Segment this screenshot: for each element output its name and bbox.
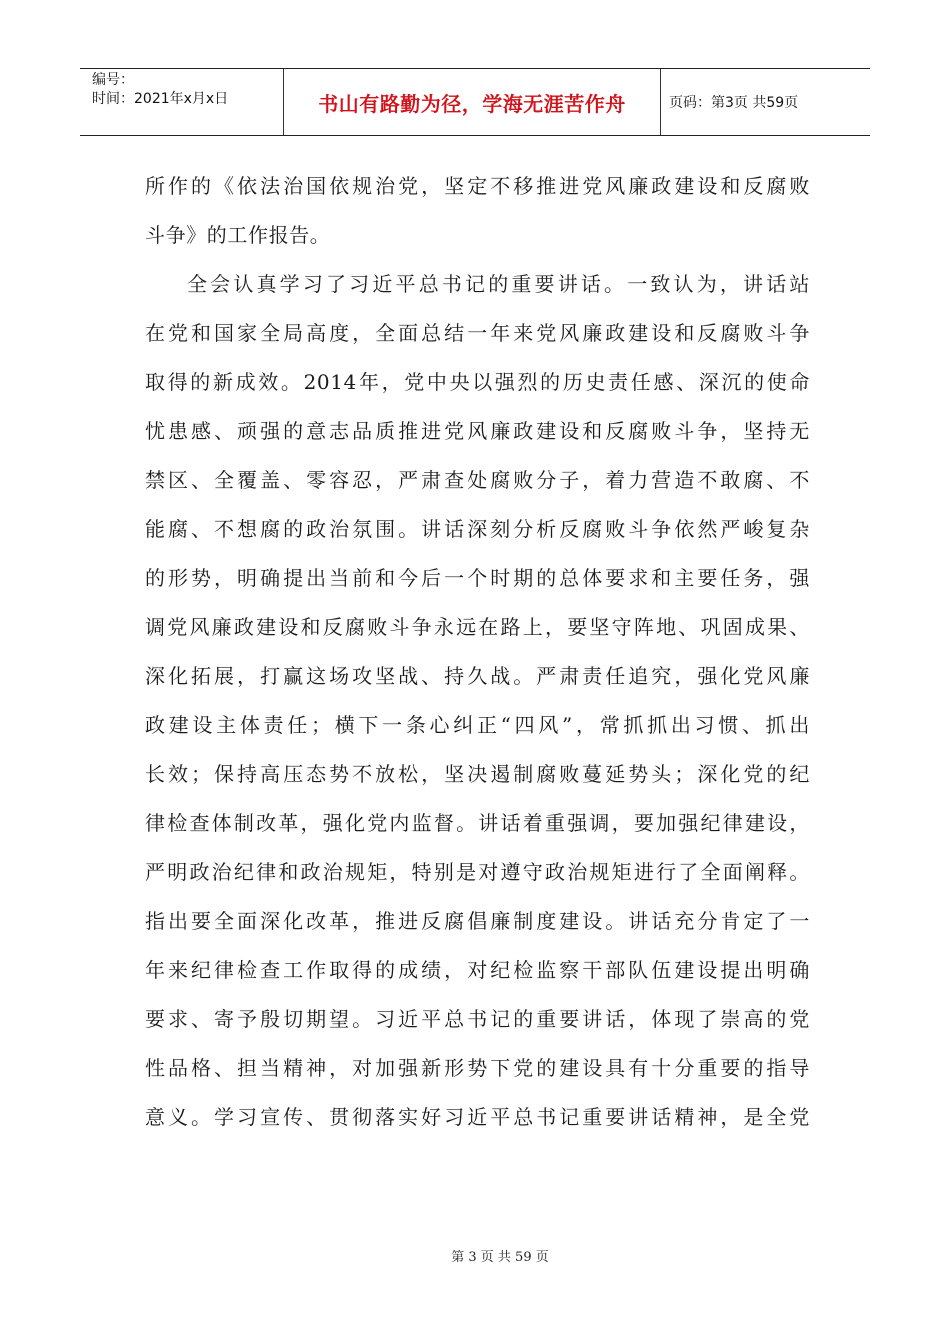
text-line: 年来纪律检查工作取得的成绩，对纪检监察干部队伍建设提出明确 [145,958,810,982]
text-line: 性品格、担当精神，对加强新形势下党的建设具有十分重要的指导 [145,1056,810,1080]
page-footer: 第 3 页 共 59 页 [451,1250,549,1265]
text-line: 能腐、不想腐的政治氛围。讲话深刻分析反腐败斗争依然严峻复杂 [145,517,810,541]
text-line: 意义。学习宣传、贯彻落实好习近平总书记重要讲话精神，是全党 [145,1105,810,1129]
text-line: 深化拓展，打赢这场攻坚战、持久战。严肃责任追究，强化党风廉 [145,664,810,688]
text-line: 调党风廉政建设和反腐败斗争永远在路上，要坚守阵地、巩固成果、 [145,615,810,639]
document-header [80,68,870,136]
number-label: 编号： [92,72,134,88]
time-label: 时间：2021年x月x日 [92,91,229,107]
text-line: 全会认真学习了习近平总书记的重要讲话。一致认为，讲话站 [187,272,810,296]
text-line: 取得的新成效。2014年，党中央以强烈的历史责任感、深沉的使命 [145,370,810,394]
body-text [145,162,810,1142]
text-line: 禁区、全覆盖、零容忍，严肃查处腐败分子，着力营造不敢腐、不 [145,468,810,492]
text-line: 的形势，明确提出当前和今后一个时期的总体要求和主要任务，强 [145,566,810,590]
text-line: 严明政治纪律和政治规矩，特别是对遵守政治规矩进行了全面阐释。 [145,860,810,884]
header-meta [80,69,283,135]
text-line: 要求、寄予殷切期望。习近平总书记的重要讲话，体现了崇高的党 [145,1007,810,1031]
text-line: 指出要全面深化改革，推进反腐倡廉制度建设。讲话充分肯定了一 [145,909,810,933]
text-line: 忧患感、顽强的意志品质推进党风廉政建设和反腐败斗争，坚持无 [145,419,810,443]
text-line: 长效；保持高压态势不放松，坚决遏制腐败蔓延势头；深化党的纪 [145,762,810,786]
text-line: 斗争》的工作报告。 [145,223,331,247]
text-line: 律检查体制改革，强化党内监督。讲话着重强调，要加强纪律建设， [145,811,810,835]
text-line: 所作的《依法治国依规治党，坚定不移推进党风廉政建设和反腐败 [145,174,810,198]
text-line: 政建设主体责任；横下一条心纠正“四风”，常抓抓出习惯、抓出 [145,713,810,737]
header-motto: 书山有路勤为径，学海无涯苦作舟 [283,69,661,135]
header-page-info: 页码：第3页 共59页 [669,95,799,111]
text-line: 在党和国家全局高度，全面总结一年来党风廉政建设和反腐败斗争 [145,321,810,345]
